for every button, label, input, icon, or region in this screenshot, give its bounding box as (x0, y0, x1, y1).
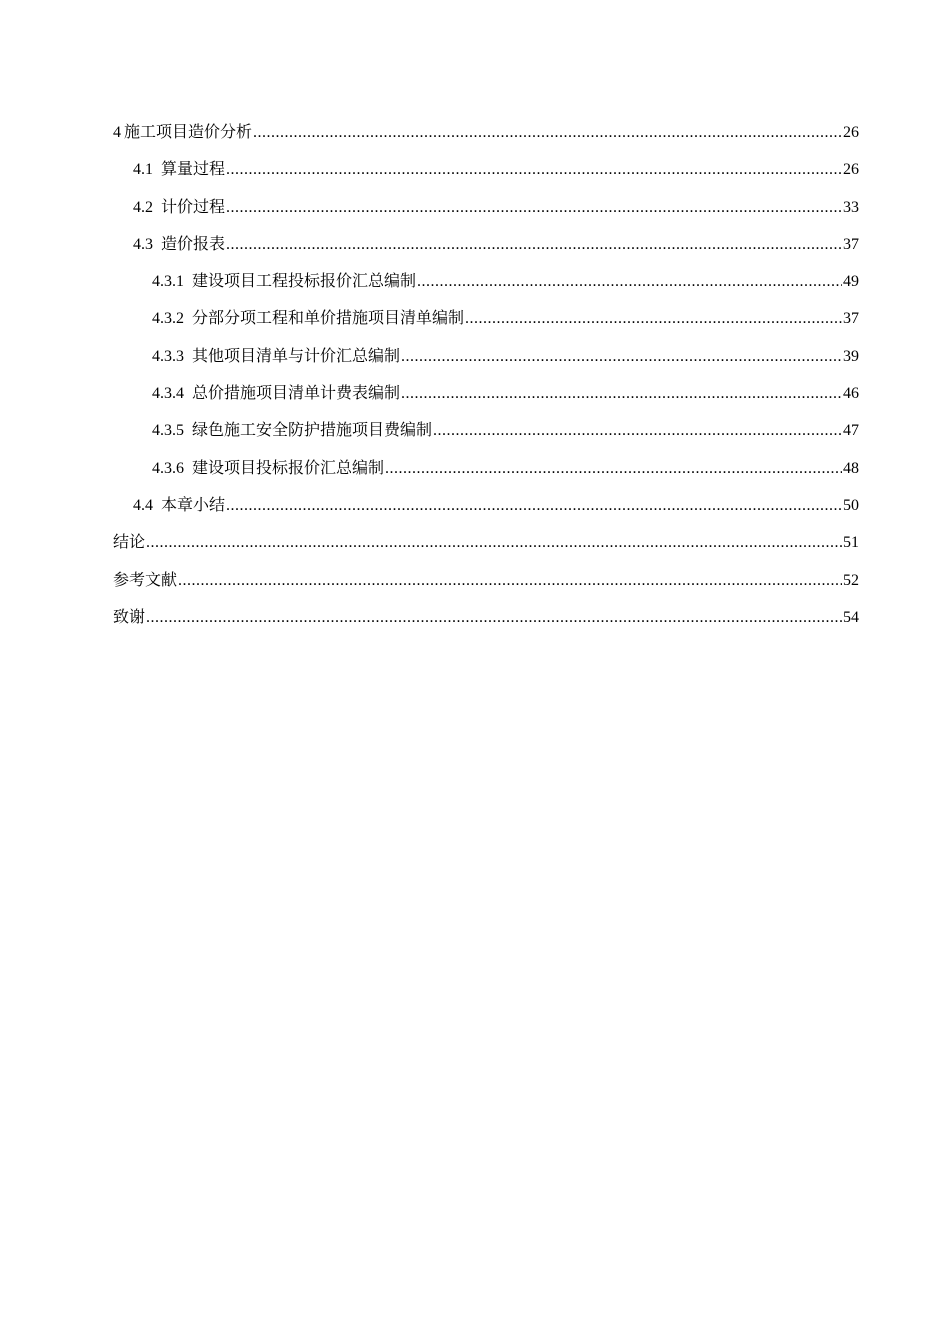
toc-entry[interactable] (113, 121, 859, 158)
table-of-contents (113, 121, 859, 643)
toc-entry-page: 50 (843, 496, 859, 514)
toc-entry[interactable] (113, 531, 859, 568)
toc-entry-title: 造价报表 (161, 235, 226, 253)
toc-dot-leader (385, 457, 842, 481)
toc-entry-number: 4.3.1 (152, 273, 184, 291)
toc-dot-leader (226, 233, 842, 257)
toc-entry[interactable] (113, 158, 859, 195)
toc-entry-page: 37 (843, 310, 859, 328)
toc-dot-leader (226, 196, 842, 220)
toc-dot-leader (401, 345, 842, 369)
toc-dot-leader (146, 606, 842, 630)
toc-entry-page: 49 (843, 273, 859, 291)
toc-entry-title: 参考文献 (113, 571, 178, 589)
toc-entry-title: 计价过程 (161, 198, 226, 216)
toc-entry[interactable] (113, 345, 859, 382)
toc-entry-page: 51 (843, 534, 859, 552)
toc-entry[interactable] (113, 307, 859, 344)
toc-entry-title: 绿色施工安全防护措施项目费编制 (192, 422, 433, 440)
toc-dot-leader (178, 569, 842, 593)
toc-entry[interactable] (113, 382, 859, 419)
toc-entry[interactable] (113, 196, 859, 233)
toc-entry-number: 4 (113, 124, 121, 141)
toc-dot-leader (226, 158, 842, 182)
toc-entry-page: 46 (843, 385, 859, 403)
toc-entry-page: 47 (843, 422, 859, 440)
toc-entry[interactable] (113, 457, 859, 494)
toc-entry-number: 4.2 (133, 198, 153, 216)
toc-entry-title: 其他项目清单与计价汇总编制 (192, 347, 401, 365)
toc-entry[interactable] (113, 419, 859, 456)
toc-dot-leader (417, 270, 842, 294)
toc-entry-number: 4.3.4 (152, 385, 184, 403)
toc-dot-leader (433, 419, 842, 443)
toc-entry-page: 48 (843, 459, 859, 477)
toc-entry-number: 4.3 (133, 235, 153, 253)
toc-entry[interactable] (113, 606, 859, 643)
toc-entry-title: 建设项目工程投标报价汇总编制 (192, 273, 417, 291)
toc-entry-page: 33 (843, 198, 859, 216)
toc-entry[interactable] (113, 569, 859, 606)
toc-entry-title: 致谢 (113, 608, 146, 626)
toc-entry-title: 施工项目造价分析 (124, 124, 253, 141)
toc-dot-leader (146, 531, 842, 555)
toc-entry-title: 算量过程 (161, 161, 226, 179)
toc-entry-title: 结论 (113, 534, 146, 552)
toc-entry-page: 39 (843, 347, 859, 365)
toc-entry[interactable] (113, 494, 859, 531)
toc-entry-number: 4.3.5 (152, 422, 184, 440)
toc-dot-leader (401, 382, 842, 406)
toc-entry-page: 37 (843, 235, 859, 253)
toc-entry-title: 建设项目投标报价汇总编制 (192, 459, 385, 477)
toc-entry-title: 总价措施项目清单计费表编制 (192, 385, 401, 403)
toc-entry-page: 26 (843, 124, 859, 141)
toc-entry-number: 4.4 (133, 496, 153, 514)
toc-entry-page: 52 (843, 571, 859, 589)
toc-entry-page: 54 (843, 608, 859, 626)
toc-dot-leader (226, 494, 842, 518)
toc-entry-number: 4.1 (133, 161, 153, 179)
toc-entry-title: 本章小结 (161, 496, 226, 514)
toc-entry-title: 分部分项工程和单价措施项目清单编制 (192, 310, 465, 328)
toc-dot-leader (465, 307, 842, 331)
toc-entry-number: 4.3.3 (152, 347, 184, 365)
toc-entry[interactable] (113, 270, 859, 307)
toc-entry-number: 4.3.6 (152, 459, 184, 477)
toc-entry-page: 26 (843, 161, 859, 179)
toc-dot-leader (253, 121, 842, 145)
toc-entry-number: 4.3.2 (152, 310, 184, 328)
toc-entry[interactable] (113, 233, 859, 270)
